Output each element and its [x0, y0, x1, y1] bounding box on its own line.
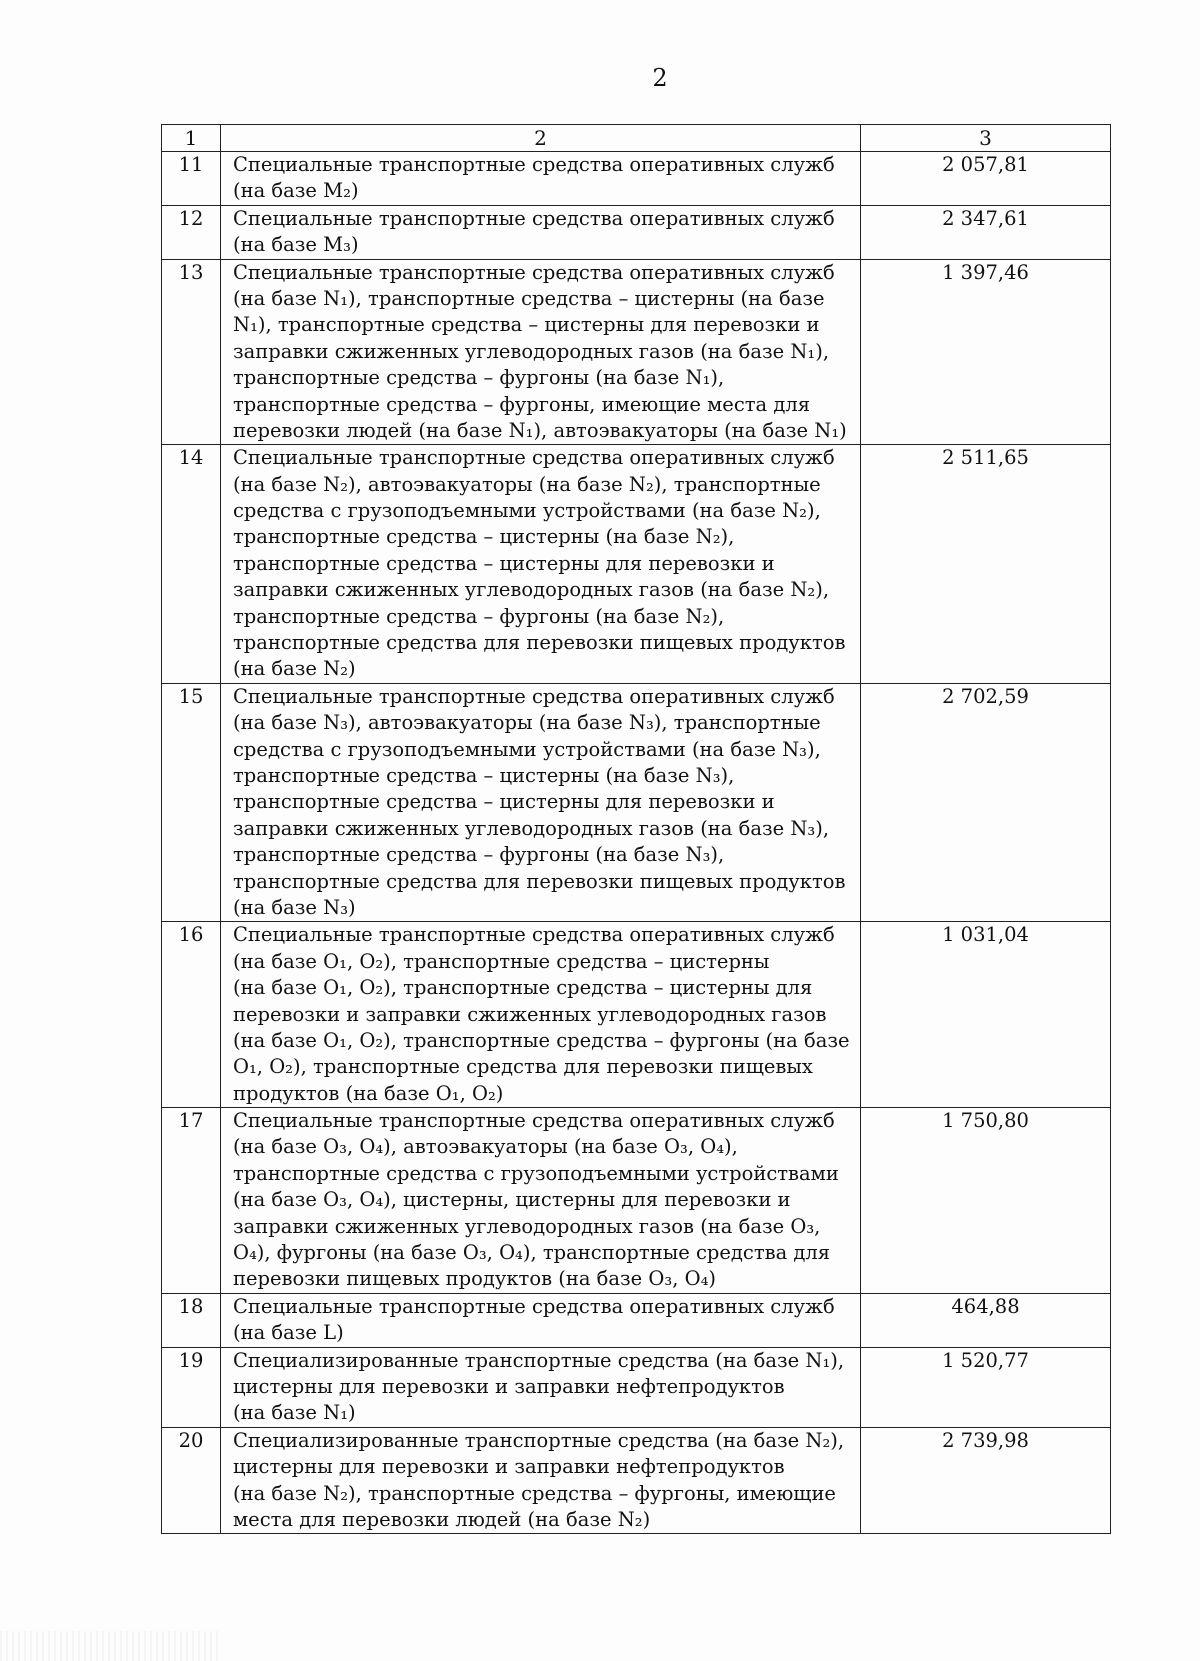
row-value-text: 2 702,59: [942, 684, 1029, 708]
description-line: (на базе N₁), транспортные средства – цистерны (на базе: [233, 286, 825, 310]
row-number-text: 18: [178, 1294, 204, 1318]
description-line: (на базе M₃): [233, 233, 359, 257]
description-line: перевозки людей (на базе N₁), автоэвакуаторы (на базе N₁): [233, 418, 847, 442]
description-line: (на базе O₁, O₂), транспортные средства – цистерны: [233, 949, 770, 973]
row-value: [861, 152, 1111, 206]
table-row: [162, 1427, 1111, 1534]
row-number-text: 17: [178, 1109, 204, 1133]
header-cell-number: 1: [162, 125, 221, 152]
description-line: Специальные транспортные средства оперативных служб: [233, 153, 835, 176]
description-line: транспортные средства для перевозки пищевых продуктов: [233, 631, 846, 655]
description-line: (на базе N₂): [233, 657, 356, 681]
row-value: [861, 1293, 1111, 1347]
table-row: [162, 1108, 1111, 1294]
row-description: [221, 922, 861, 1108]
description-line: (на базе N₂), транспортные средства – фургоны, имеющие: [233, 1481, 836, 1505]
row-description: [221, 259, 861, 445]
header-cell-description: 2: [221, 125, 861, 152]
description-line: перевозки и заправки сжиженных углеводородных газов: [233, 1002, 827, 1026]
row-value-text: 2 739,98: [942, 1428, 1029, 1452]
description-line: заправки сжиженных углеводородных газов (на базе N₂),: [233, 578, 830, 602]
description-line: заправки сжиженных углеводородных газов (на базе N₃),: [233, 816, 830, 840]
row-value-text: 1 520,77: [942, 1348, 1029, 1372]
row-number-text: 15: [178, 684, 204, 708]
table-header-row: [162, 125, 1111, 152]
description-line: (на базе O₃, O₄), автоэвакуаторы (на базе O₃, O₄),: [233, 1135, 738, 1159]
row-number: [162, 205, 221, 259]
description-line: (на базе M₂): [233, 179, 359, 203]
description-line: Специальные транспортные средства оперативных служб: [233, 260, 835, 284]
header-cell-value: 3: [861, 125, 1111, 152]
table-row: [162, 205, 1111, 259]
description-line: транспортные средства – фургоны (на базе N₃),: [233, 843, 725, 867]
row-value: [861, 259, 1111, 445]
row-description: [221, 1293, 861, 1347]
row-value-text: 1 750,80: [942, 1109, 1029, 1133]
description-line: цистерны для перевозки и заправки нефтепродуктов: [233, 1455, 785, 1479]
description-line: средства с грузоподъемными устройствами (на базе N₃),: [233, 737, 821, 761]
row-number-text: 12: [178, 206, 204, 230]
description-line: продуктов (на базе O₁, O₂): [233, 1081, 504, 1105]
description-line: цистерны для перевозки и заправки нефтепродуктов: [233, 1374, 785, 1398]
table-row: [162, 922, 1111, 1108]
row-number-text: 13: [178, 260, 204, 284]
row-number: [162, 152, 221, 206]
row-value-text: 464,88: [951, 1294, 1020, 1318]
description-line: (на базе L): [233, 1321, 344, 1345]
description-line: заправки сжиженных углеводородных газов (на базе N₁),: [233, 339, 830, 363]
row-number: [162, 1347, 221, 1427]
description-line: транспортные средства – цистерны (на базе N₂),: [233, 525, 735, 549]
row-number: [162, 259, 221, 445]
description-line: (на базе O₃, O₄), цистерны, цистерны для перевозки и: [233, 1188, 791, 1212]
table-row: [162, 1347, 1111, 1427]
row-number: [162, 1427, 221, 1534]
description-line: заправки сжиженных углеводородных газов (на базе O₃,: [233, 1214, 821, 1238]
row-description: [221, 1427, 861, 1534]
description-line: (на базе N₃): [233, 895, 356, 919]
row-number: [162, 683, 221, 922]
description-line: средства с грузоподъемными устройствами (на базе N₂),: [233, 499, 821, 523]
row-value-text: 2 347,61: [942, 206, 1029, 230]
row-value-text: 2 057,81: [942, 153, 1029, 176]
description-line: N₁), транспортные средства – цистерны для перевозки и: [233, 313, 820, 337]
description-line: транспортные средства – цистерны для перевозки и: [233, 551, 775, 575]
row-description: [221, 152, 861, 206]
row-value-text: 1 031,04: [942, 923, 1029, 947]
description-line: транспортные средства для перевозки пищевых продуктов: [233, 869, 846, 893]
row-description: [221, 205, 861, 259]
row-number: [162, 1108, 221, 1294]
row-value-text: 2 511,65: [942, 446, 1029, 470]
row-value: [861, 1108, 1111, 1294]
description-line: (на базе N₂), автоэвакуаторы (на базе N₂), транспортные: [233, 472, 821, 496]
table-row: [162, 683, 1111, 922]
description-line: Специальные транспортные средства оперативных служб: [233, 923, 835, 947]
description-line: Специализированные транспортные средства (на базе N₁),: [233, 1348, 845, 1372]
description-line: Специальные транспортные средства оперативных служб: [233, 206, 835, 230]
page-number: 2: [652, 64, 668, 92]
description-line: транспортные средства – фургоны (на базе N₂),: [233, 604, 725, 628]
description-line: (на базе O₁, O₂), транспортные средства – цистерны для: [233, 976, 813, 1000]
row-description: [221, 1347, 861, 1427]
table-row: [162, 259, 1111, 445]
description-line: Специальные транспортные средства оперативных служб: [233, 1109, 835, 1133]
description-line: (на базе O₁, O₂), транспортные средства – фургоны (на базе: [233, 1028, 850, 1052]
row-number: [162, 922, 221, 1108]
row-value: [861, 683, 1111, 922]
description-line: транспортные средства – фургоны (на базе N₁),: [233, 366, 725, 390]
row-description: [221, 445, 861, 684]
description-line: транспортные средства – фургоны, имеющие места для: [233, 392, 811, 416]
row-value-text: 1 397,46: [942, 260, 1029, 284]
description-line: Специальные транспортные средства оперативных служб: [233, 1294, 835, 1318]
row-value: [861, 445, 1111, 684]
row-value: [861, 205, 1111, 259]
row-description: [221, 1108, 861, 1294]
row-value: [861, 1347, 1111, 1427]
scan-noise: [0, 1631, 220, 1661]
description-line: O₄), фургоны (на базе O₃, O₄), транспортные средства для: [233, 1241, 831, 1265]
description-line: (на базе N₃), автоэвакуаторы (на базе N₃), транспортные: [233, 711, 821, 735]
description-line: перевозки пищевых продуктов (на базе O₃, O₄): [233, 1267, 717, 1291]
description-line: транспортные средства – цистерны (на базе N₃),: [233, 763, 735, 787]
row-number: [162, 445, 221, 684]
table-row: [162, 1293, 1111, 1347]
description-line: O₁, O₂), транспортные средства для перевозки пищевых: [233, 1055, 813, 1079]
table-row: [162, 152, 1111, 206]
description-line: транспортные средства – цистерны для перевозки и: [233, 790, 775, 814]
description-line: (на базе N₁): [233, 1401, 356, 1425]
description-line: Специальные транспортные средства оперативных служб: [233, 684, 835, 708]
row-number-text: 14: [178, 446, 204, 470]
tariff-table: [161, 124, 1111, 1534]
row-number-text: 19: [178, 1348, 204, 1372]
row-value: [861, 1427, 1111, 1534]
row-number-text: 11: [178, 153, 204, 176]
description-line: места для перевозки людей (на базе N₂): [233, 1507, 651, 1531]
row-number-text: 16: [178, 923, 204, 947]
description-line: Специализированные транспортные средства (на базе N₂),: [233, 1428, 845, 1452]
row-value: [861, 922, 1111, 1108]
description-line: транспортные средства с грузоподъемными устройствами: [233, 1161, 839, 1185]
row-description: [221, 683, 861, 922]
table-row: [162, 445, 1111, 684]
row-number: [162, 1293, 221, 1347]
row-number-text: 20: [178, 1428, 204, 1452]
description-line: Специальные транспортные средства оперативных служб: [233, 446, 835, 470]
